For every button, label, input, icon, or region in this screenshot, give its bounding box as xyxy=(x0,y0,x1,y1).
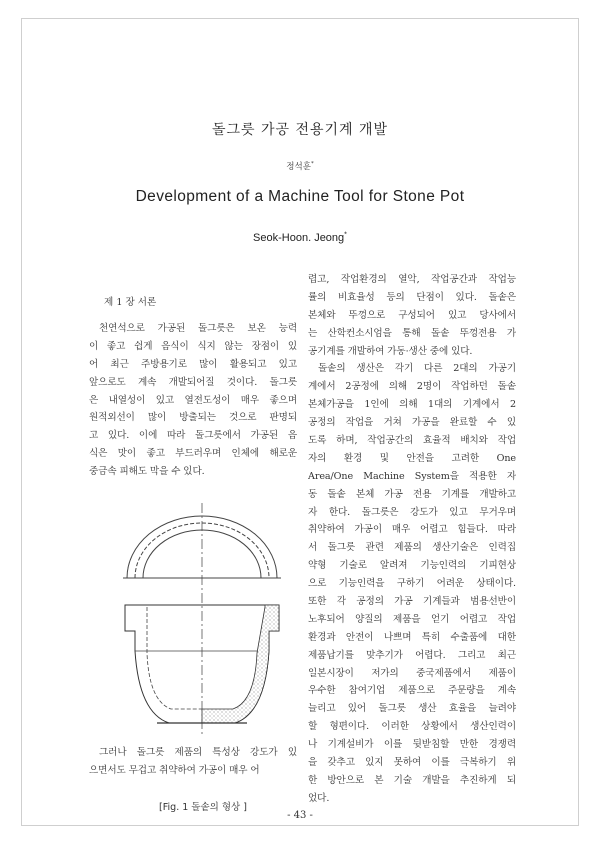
text-line: 었다. xyxy=(308,792,330,804)
text-line: 렵고, 작업환경의 열악, 작업공간과 작업능 xyxy=(308,274,516,285)
right-column-text xyxy=(308,271,516,808)
english-title: Development of a Machine Tool for Stone Pot xyxy=(135,188,465,205)
text-line: 으면서도 무겁고 취약하여 가공이 매우 어 xyxy=(89,764,260,776)
text-line: 일본시장이 저가의 중국제품에서 제품이 xyxy=(308,667,516,679)
text-line: 그러나 돌그릇 제품의 특성상 강도가 있 xyxy=(99,747,297,758)
text-line: 취약하여 가공이 매우 어렵고 힘들다. 따라 xyxy=(308,524,516,536)
text-line: 자의 환경 및 안전을 고려한 One xyxy=(308,452,516,464)
text-line: 는 산학컨소시엄을 통해 돌솥 뚜껑전용 가 xyxy=(308,327,516,339)
text-line: 공정의 작업을 거쳐 가공을 완료할 수 있 xyxy=(308,417,516,429)
text-line: 한 방안으로 본 기술 개발을 추진하게 되 xyxy=(308,774,516,786)
text-line: 원적외선이 많이 방출되는 것으로 판명되 xyxy=(89,412,297,424)
lid-dashed-arc xyxy=(135,523,269,578)
text-line: 계에서 2공정에 의해 2명이 작업하던 돌솥 xyxy=(308,381,516,393)
text-line: 중금속 피해도 막을 수 있다. xyxy=(89,466,205,478)
bowl-inner-dashed xyxy=(147,607,202,709)
text-line: 고 있다. 이에 따라 돌그릇에서 가공된 음 xyxy=(89,430,297,442)
text-line: 은 내열성이 있고 열전도성이 매우 좋으며 xyxy=(89,394,297,406)
text-line: 우수한 참여기업 제품으로 주문량을 계속 xyxy=(308,685,516,697)
text-line: 노후되어 양질의 제품을 얻기 어렵고 작업 xyxy=(308,613,516,625)
left-column-paragraph-2 xyxy=(89,744,297,780)
text-line: 천연석으로 가공된 돌그릇은 보온 능력 xyxy=(99,323,297,334)
figure-stone-pot xyxy=(117,503,287,738)
text-line: 할 형편이다. 이러한 상황에서 생산인력이 xyxy=(308,721,516,733)
section-heading: 제 1 장 서론 xyxy=(104,297,157,308)
text-line: 어 최근 주방용기로 많이 활용되고 있고 xyxy=(89,358,297,370)
text-line: 서 돌그릇 관련 제품의 생산기술은 인력집 xyxy=(308,542,516,554)
figure-caption: [Fig. 1 돌솥의 형상 ] xyxy=(159,802,247,813)
text-line: 으로 기능인력을 구하기 어려운 상태이다. xyxy=(308,578,516,590)
text-line: 제품납기를 맞추기가 어렵다. 그리고 최근 xyxy=(308,649,516,661)
text-line: Area/One Machine System을 적용한 자 xyxy=(308,470,516,482)
english-author: Seok-Hoon. Jeong* xyxy=(253,230,347,244)
text-line: 본체와 뚜껑으로 구성되어 있고 당사에서 xyxy=(308,309,516,321)
text-line: 앞으로도 계속 개발되어질 것이다. 돌그릇 xyxy=(89,376,297,388)
text-line: 자 한다. 돌그릇은 강도가 있고 무거우며 xyxy=(308,506,516,518)
text-line: 늘리고 있어 돌그릇 생산 효율을 늘려야 xyxy=(308,703,516,715)
korean-author: 정석훈* xyxy=(286,161,314,172)
text-line: 환경과 안전이 나쁘며 특히 수출품에 대한 xyxy=(308,631,516,643)
text-line: 약형 기술로 알려져 기능인력의 기피현상 xyxy=(308,560,516,572)
page-number: - 43 - xyxy=(287,810,313,821)
text-line: 률의 비효율성 등의 단점이 있다. 돌솥은 xyxy=(308,291,516,303)
pot-section-hatch xyxy=(202,605,279,723)
text-line: 또한 각 공정의 가공 기계들과 범용선반이 xyxy=(308,596,516,608)
text-line: 을 갖추고 있지 못하여 이를 극복하기 위 xyxy=(308,757,516,769)
text-line: 공기계를 개발하여 가동·생산 중에 있다. xyxy=(308,345,473,357)
text-line: 돌솥의 생산은 각기 다른 2대의 가공기 xyxy=(318,363,516,375)
text-line: 식은 맛이 좋고 부드러우며 인체에 해로운 xyxy=(89,448,297,460)
text-line: 이 좋고 쉽게 음식이 식지 않는 장점이 있 xyxy=(89,340,297,352)
text-line: 나 기계설비가 이를 뒷받침할 만한 경쟁력 xyxy=(308,739,516,751)
text-line: 본체가공을 1인에 의해 1대의 기계에서 2 xyxy=(308,399,516,411)
korean-title: 돌그릇 가공 전용기계 개발 xyxy=(211,122,389,138)
stone-pot-drawing xyxy=(117,503,287,738)
text-line: 도록 하며, 작업공간의 효율적 배치와 작업 xyxy=(308,435,516,447)
left-column-paragraph-1 xyxy=(89,320,297,481)
text-line: 동 돌솥 본체 가공 전용 기계를 개발하고 xyxy=(308,488,516,500)
